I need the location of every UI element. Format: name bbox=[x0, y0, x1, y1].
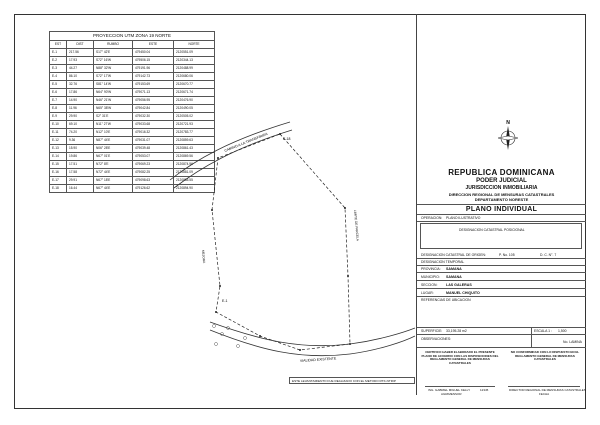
title-jurisdiccion: JURISDICCION INMOBILIARIA bbox=[465, 185, 538, 191]
table-cell: E-6 bbox=[50, 89, 67, 97]
table-cell: 479071.13 bbox=[133, 89, 174, 97]
table-cell: 479016.32 bbox=[133, 129, 174, 137]
coordinates-table-header bbox=[50, 41, 215, 49]
table-cell: N72° 8'E bbox=[94, 161, 133, 169]
table-cell: 479056.95 bbox=[133, 97, 174, 105]
parcel-map bbox=[150, 100, 420, 395]
table-header-cell: EST bbox=[50, 41, 67, 49]
title-direccion: DIRECCION REGIONAL DE MENSURAS CATASTRALES bbox=[448, 192, 555, 197]
table-cell: N12° 10'E bbox=[94, 129, 133, 137]
table-cell: 479031.07 bbox=[133, 137, 174, 145]
table-cell: N88° 32'W bbox=[94, 65, 133, 73]
table-header-cell: DIST bbox=[67, 41, 94, 49]
table-cell: 479506.15 bbox=[133, 57, 174, 65]
municipio-value: SAMANA bbox=[446, 275, 462, 279]
table-row bbox=[50, 73, 215, 81]
table-cell: 479142.73 bbox=[133, 73, 174, 81]
escala-value: 1,500 bbox=[558, 329, 567, 333]
referencias-label: REFERENCIAS DE UBICACION bbox=[421, 298, 471, 302]
table-cell: 17.93 bbox=[67, 57, 94, 65]
table-cell: 9.36 bbox=[67, 137, 94, 145]
table-cell: 479053.07 bbox=[133, 153, 174, 161]
agrimensor-codigo: 12345 bbox=[480, 388, 489, 392]
table-cell: 2120344.13 bbox=[174, 57, 215, 65]
provincia-value: SAMANA bbox=[446, 267, 462, 271]
table-cell: 2120869.56 bbox=[174, 153, 215, 161]
coordinates-table-title: PROYECCION UTM ZONA 19 NORTE bbox=[49, 31, 215, 40]
table-cell: 2120861.43 bbox=[174, 145, 215, 153]
table-cell: 17.58 bbox=[67, 169, 94, 177]
table-cell: 2120894.90 bbox=[174, 185, 215, 193]
table-cell: N87° 44'E bbox=[94, 137, 133, 145]
footer-note: ESTE LEVANTAMIENTO FUE REALIZADO CON EL METODO RTK-NTRIP bbox=[292, 378, 396, 383]
table-cell: E-15 bbox=[50, 161, 67, 169]
lugar-value: MANUEL CHIQUITO bbox=[446, 291, 480, 295]
table-cell: N11° 27'W bbox=[94, 121, 133, 129]
label-e1: E-1 bbox=[222, 299, 228, 303]
table-row bbox=[50, 49, 215, 57]
designacion-origen-label: DESIGNACION CATASTRAL DE ORIGEN: bbox=[421, 253, 486, 257]
north-arrow-icon bbox=[495, 118, 521, 154]
vegetation-marks bbox=[213, 325, 247, 348]
table-cell: E-1 bbox=[50, 49, 67, 57]
table-cell: 2120885.55 bbox=[174, 177, 215, 185]
operacion-value: PLANO ILUSTRATIVO bbox=[446, 216, 481, 220]
table-cell: N67° 01'E bbox=[94, 153, 133, 161]
table-cell: 2120721.93 bbox=[174, 121, 215, 129]
boundary-vertices bbox=[211, 133, 351, 351]
table-cell: 479032.30 bbox=[133, 113, 174, 121]
table-cell: 217.56 bbox=[67, 49, 94, 57]
table-row bbox=[50, 89, 215, 97]
road-bottom-label: VIALIDAD EXISTENTE bbox=[299, 356, 337, 363]
table-cell: 2120783.77 bbox=[174, 129, 215, 137]
table-cell: 32.76 bbox=[67, 81, 94, 89]
table-cell: 17.51 bbox=[67, 161, 94, 169]
table-cell: 74.20 bbox=[67, 129, 94, 137]
table-cell: E-13 bbox=[50, 145, 67, 153]
seccion-label: SECCION: bbox=[421, 283, 438, 287]
table-cell: 2120505.02 bbox=[174, 113, 215, 121]
lugar-label: LUGAR: bbox=[421, 291, 434, 295]
table-cell: 29.90 bbox=[67, 113, 94, 121]
certificacion-agrimensor: CERTIFICO HABER ELABORADO EL PRESENTE PLANO DE ACUERDO CON LAS DISPOSICIONES DEL REGLAMENTO GENERAL DE MENSURAS CATASTRALES bbox=[421, 350, 499, 365]
parcela-number: P. No. 105 bbox=[499, 253, 515, 257]
table-row bbox=[50, 57, 215, 65]
title-poder-judicial: PODER JUDICIAL bbox=[476, 178, 527, 184]
table-cell: 2120859.63 bbox=[174, 137, 215, 145]
fecha-label: FECHA bbox=[539, 392, 550, 396]
table-cell: S81° 14'W bbox=[94, 81, 133, 89]
table-header-cell: ESTE bbox=[133, 41, 174, 49]
table-header-cell: NORTE bbox=[174, 41, 215, 49]
plano-individual-title: PLANO INDIVIDUAL bbox=[465, 206, 538, 213]
table-cell: 479042.84 bbox=[133, 105, 174, 113]
table-cell: N46° 21'W bbox=[94, 97, 133, 105]
label-right-side: LIMITE DE PARCELA bbox=[353, 209, 360, 242]
table-header-cell: RUMBO bbox=[94, 41, 133, 49]
road-top-edge-2 bbox=[174, 130, 292, 188]
table-cell: E-14 bbox=[50, 153, 67, 161]
title-republica: REPUBLICA DOMINICANA bbox=[448, 168, 555, 177]
table-cell: E-10 bbox=[50, 121, 67, 129]
table-cell: N72° 44'E bbox=[94, 169, 133, 177]
road-bottom-edge-1 bbox=[210, 322, 415, 346]
table-cell: E-2 bbox=[50, 57, 67, 65]
table-cell: E-7 bbox=[50, 97, 67, 105]
escala-label: ESCALA 1 : bbox=[534, 329, 552, 333]
table-cell: E-3 bbox=[50, 65, 67, 73]
provincia-label: PROVINCIA: bbox=[421, 267, 441, 271]
label-e18: E-18 bbox=[283, 137, 291, 141]
table-cell: 2120551.09 bbox=[174, 49, 215, 57]
table-cell: 17.86 bbox=[67, 89, 94, 97]
table-cell: E-9 bbox=[50, 113, 67, 121]
table-cell: 2120671.74 bbox=[174, 89, 215, 97]
table-cell: 14.90 bbox=[67, 97, 94, 105]
table-row bbox=[50, 81, 215, 89]
table-cell: 479191.96 bbox=[133, 65, 174, 73]
table-cell: N67° 18'E bbox=[94, 177, 133, 185]
table-cell: 16.44 bbox=[67, 185, 94, 193]
parcel-boundary bbox=[212, 131, 350, 350]
director-title: DIRECTOR REGIONAL DE MENSURAS CATASTRALES bbox=[509, 388, 586, 392]
table-cell: 15.90 bbox=[67, 145, 94, 153]
table-cell: E-12 bbox=[50, 137, 67, 145]
table-cell: 29.91 bbox=[67, 177, 94, 185]
seccion-value: LAS GALERAS bbox=[446, 283, 472, 287]
table-cell: N65° 38'W bbox=[94, 105, 133, 113]
distrito-catastral: D. C. N°. 7 bbox=[540, 253, 557, 257]
superficie-label: SUPERFICIE: bbox=[421, 329, 443, 333]
table-cell: 86.10 bbox=[67, 73, 94, 81]
table-cell: S72° 17'W bbox=[94, 73, 133, 81]
road-top-label: CAMINO A LA TRANSFIRIDA bbox=[223, 131, 269, 153]
table-cell: 2120680.06 bbox=[174, 73, 215, 81]
table-cell: E-18 bbox=[50, 185, 67, 193]
table-cell: 479082.25 bbox=[133, 169, 174, 177]
table-cell: E-17 bbox=[50, 177, 67, 185]
table-cell: 479069.23 bbox=[133, 161, 174, 169]
table-cell: 11.96 bbox=[67, 105, 94, 113]
agrimensor-name: ING. GABRIEL MIGUEL KELLY bbox=[428, 388, 471, 392]
table-cell: 2120874.96 bbox=[174, 161, 215, 169]
operacion-label: OPERACION: bbox=[421, 216, 443, 220]
road-bottom-edge-2 bbox=[210, 330, 415, 356]
table-cell: S2° 31'E bbox=[94, 113, 133, 121]
designacion-posicional-label: DESIGNACION CATASTRAL POSICIONAL bbox=[459, 228, 525, 232]
table-cell: 44.27 bbox=[67, 65, 94, 73]
table-cell: E-11 bbox=[50, 129, 67, 137]
table-cell: 2120881.09 bbox=[174, 169, 215, 177]
table-cell: E-16 bbox=[50, 169, 67, 177]
table-cell: S17° 42'E bbox=[94, 49, 133, 57]
table-cell: 2120476.90 bbox=[174, 97, 215, 105]
lamina-label: No. LAMINA bbox=[563, 340, 582, 344]
designacion-temporal-label: DESIGNACION TEMPORAL bbox=[421, 260, 465, 264]
north-label: N bbox=[506, 120, 510, 126]
certificacion-direccion: NO CONFORMIDAD CON LO DISPUESTO EN EL REGLAMENTO GENERAL DE MENSURAS CATASTRALES bbox=[510, 350, 580, 362]
municipio-label: MUNICIPIO: bbox=[421, 275, 440, 279]
table-cell: 479450.04 bbox=[133, 49, 174, 57]
table-cell: 479033.68 bbox=[133, 121, 174, 129]
table-cell: 2120488.99 bbox=[174, 65, 215, 73]
designacion-posicional-box bbox=[420, 223, 582, 249]
table-cell: 479098.63 bbox=[133, 177, 174, 185]
table-cell: 479039.48 bbox=[133, 145, 174, 153]
agrimensor-title: AGRIMENSOR bbox=[441, 392, 462, 396]
table-cell: E-8 bbox=[50, 105, 67, 113]
table-cell: S72° 16'W bbox=[94, 57, 133, 65]
table-row bbox=[50, 65, 215, 73]
table-cell: N67° 44'E bbox=[94, 185, 133, 193]
title-departamento: DEPARTAMENTO NORESTE bbox=[474, 197, 529, 202]
observaciones-label: OBSERVACIONES: bbox=[421, 337, 452, 341]
table-cell: 2120490.05 bbox=[174, 105, 215, 113]
table-cell: 479153.69 bbox=[133, 81, 174, 89]
table-cell: N06° 28'E bbox=[94, 145, 133, 153]
table-cell: 19.86 bbox=[67, 153, 94, 161]
table-cell: N64° 90'W bbox=[94, 89, 133, 97]
table-cell: 2120670.77 bbox=[174, 81, 215, 89]
table-cell: 69.10 bbox=[67, 121, 94, 129]
table-cell: 479126.62 bbox=[133, 185, 174, 193]
superficie-value: 33,195.28 m2 bbox=[446, 329, 467, 333]
table-cell: E-4 bbox=[50, 73, 67, 81]
table-cell: E-5 bbox=[50, 81, 67, 89]
label-left-side: MEJORA bbox=[201, 249, 207, 264]
